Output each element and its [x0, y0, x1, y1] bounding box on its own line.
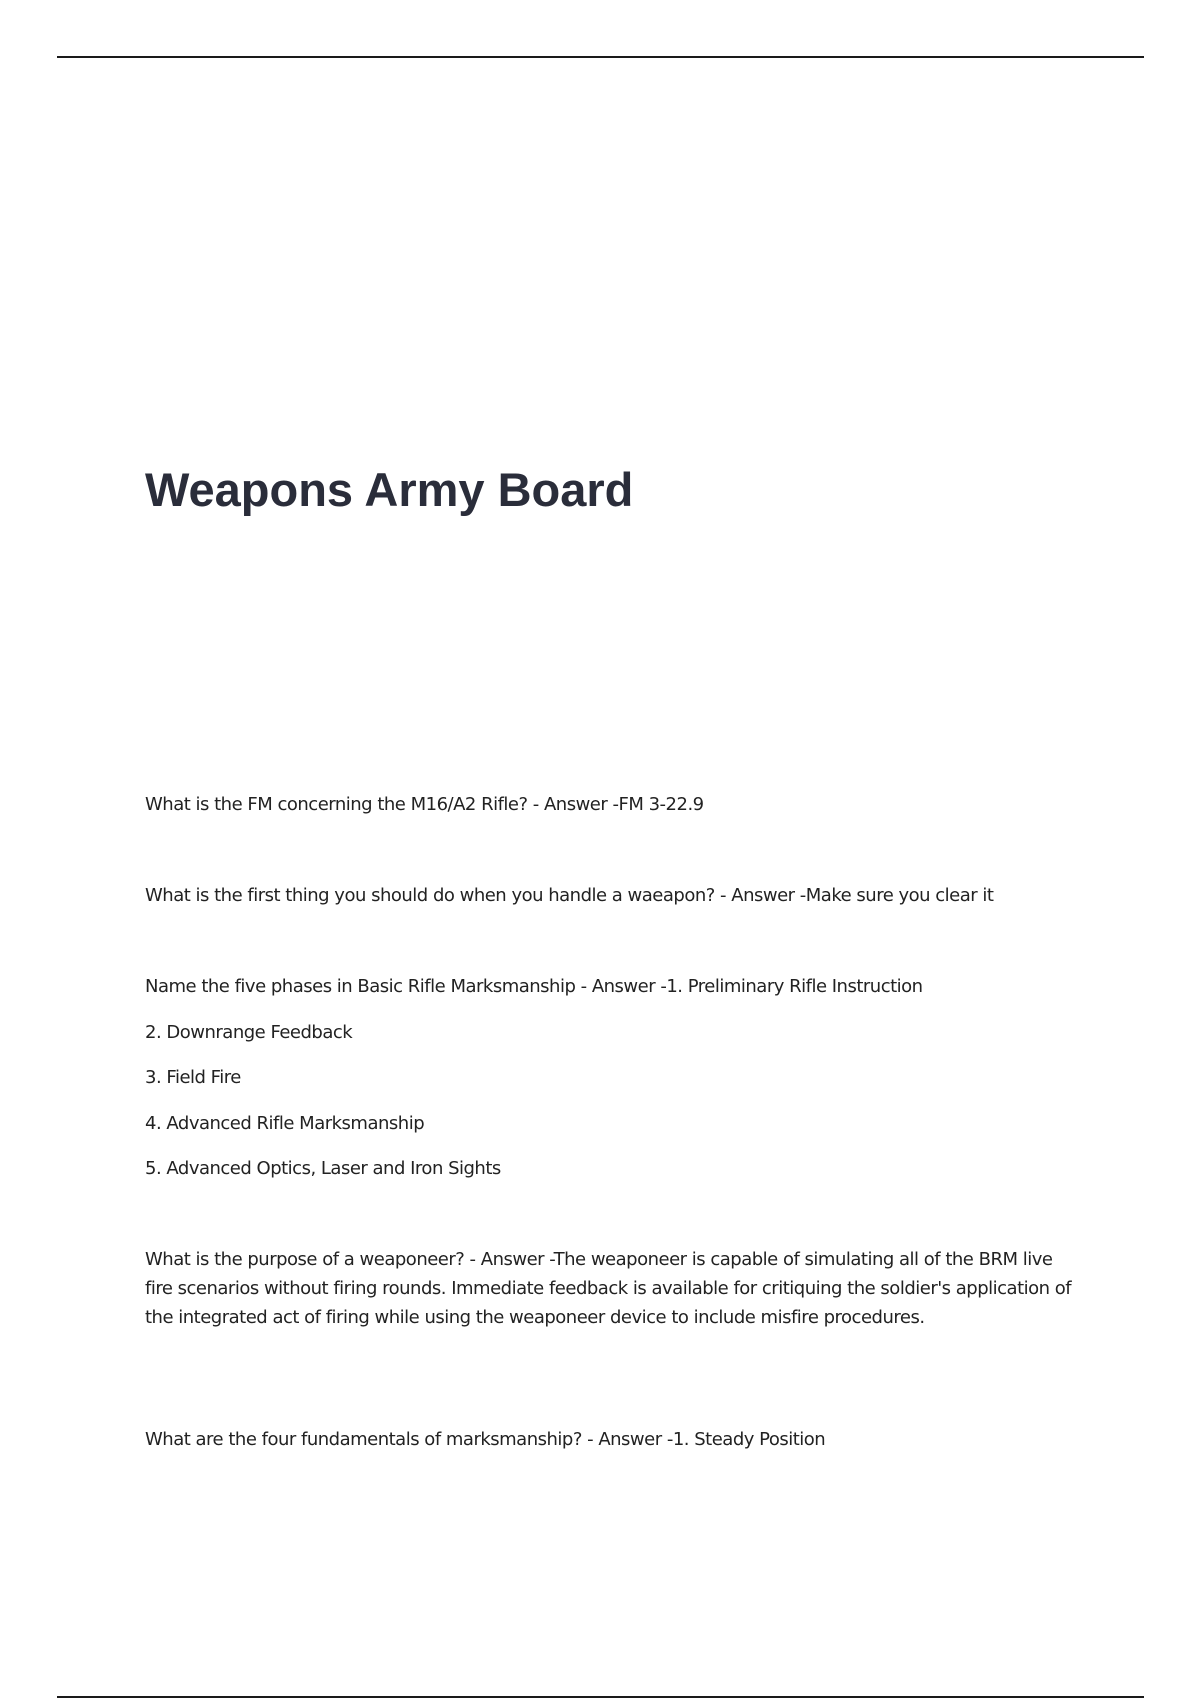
qa-item-five-phases: Name the five phases in Basic Rifle Marksmanship - Answer -1. Preliminary Rifle Instruction: [145, 976, 923, 997]
qa-phase-line: 3. Field Fire: [145, 1067, 241, 1088]
qa-item-weaponeer: What is the purpose of a weaponeer? - Answer -The weaponeer is capable of simulating all of the BRM live fire scenarios without firing rounds. Immediate feedback is available for critiquing the soldier's application of the integrated act of firing while using the weaponeer device to include misfire procedures.: [145, 1249, 1072, 1328]
qa-item-fm-reference: What is the FM concerning the M16/A2 Rifle? - Answer -FM 3-22.9: [145, 794, 704, 815]
qa-phase-line: 2. Downrange Feedback: [145, 1022, 353, 1043]
qa-item-first-thing: What is the first thing you should do when you handle a waeapon? - Answer -Make sure you clear it: [145, 885, 994, 906]
footer-rule: [57, 1696, 1144, 1698]
document-title: Weapons Army Board: [145, 463, 634, 516]
qa-item-four-fundamentals: What are the four fundamentals of marksmanship? - Answer -1. Steady Position: [145, 1429, 826, 1450]
header-rule: [57, 56, 1144, 58]
qa-phase-line: 4. Advanced Rifle Marksmanship: [145, 1113, 425, 1134]
qa-phase-line: 5. Advanced Optics, Laser and Iron Sights: [145, 1158, 501, 1179]
